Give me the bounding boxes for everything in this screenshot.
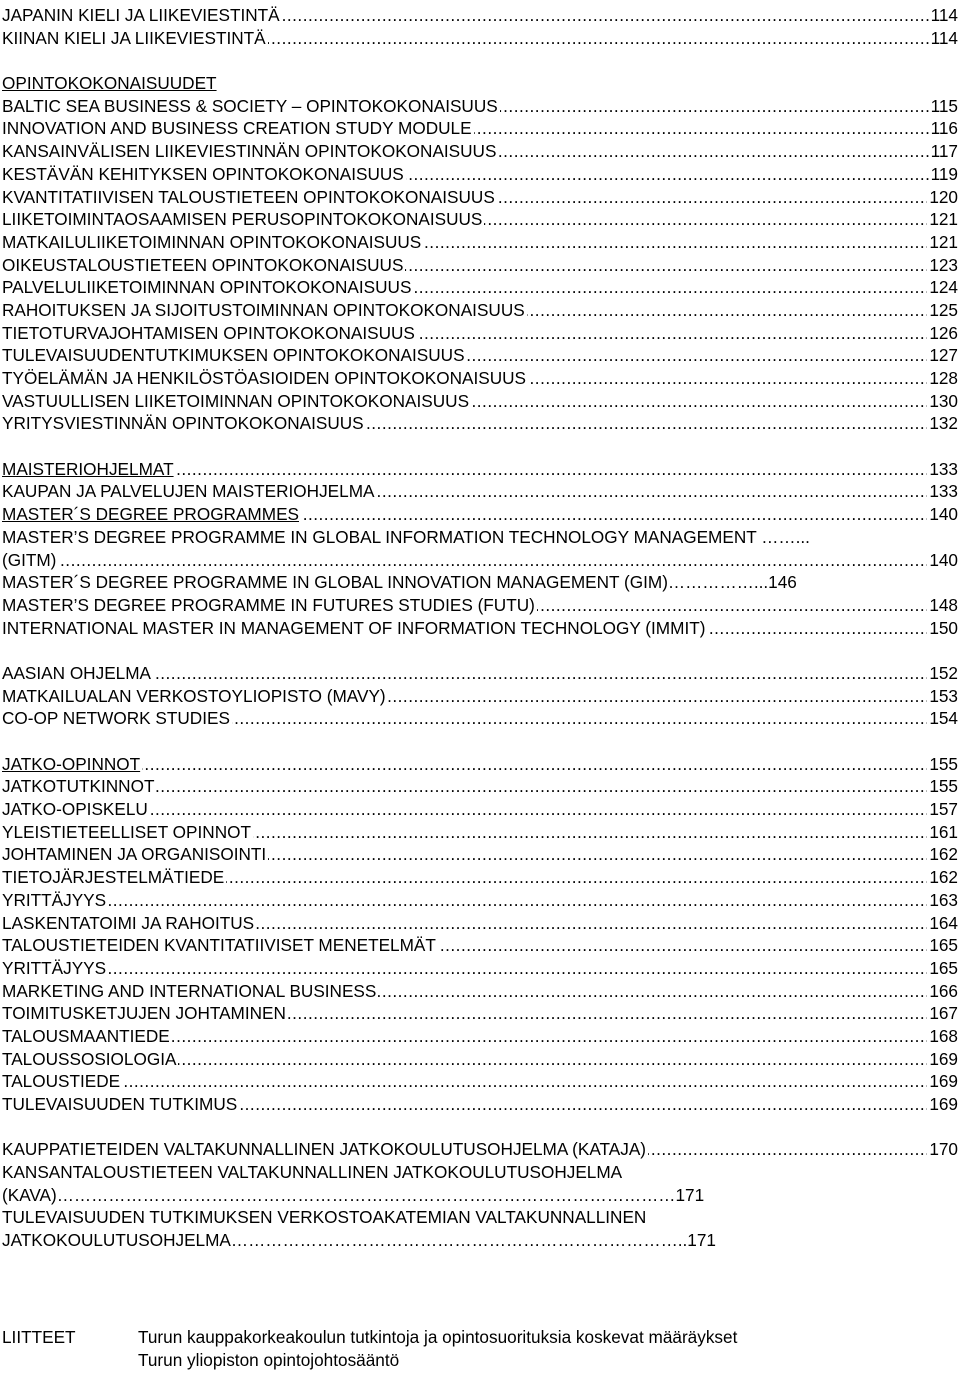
toc-entry[interactable] [2, 889, 958, 912]
toc-entry-title: INNOVATION AND BUSINESS CREATION STUDY MODULE [2, 118, 472, 139]
toc-entry-page: 130 [929, 390, 958, 411]
toc-entry[interactable] [2, 412, 958, 435]
toc-entry-page: 140 [929, 549, 958, 570]
toc-entry[interactable] [2, 980, 958, 1003]
toc-entry[interactable] [2, 526, 958, 549]
toc-entry[interactable] [2, 344, 958, 367]
toc-entry[interactable] [2, 1093, 958, 1116]
section-gap [2, 639, 958, 662]
toc-entry-page: 128 [929, 368, 958, 388]
toc-entry[interactable] [2, 1206, 958, 1229]
toc-entry-title: KIINAN KIELI JA LIIKEVIESTINTÄ [2, 27, 266, 48]
toc-entry-title: MATKAILUALAN VERKOSTOYLIOPISTO (MAVY) [2, 685, 386, 706]
toc-entry[interactable] [2, 594, 958, 617]
toc-entry-page: 150 [929, 617, 958, 638]
toc-entry[interactable] [2, 1138, 958, 1161]
toc-entry[interactable] [2, 503, 958, 526]
toc-entry[interactable] [2, 208, 958, 231]
toc-entry[interactable] [2, 1002, 958, 1025]
toc-entry-page: 170 [929, 1139, 958, 1160]
toc-entry-title: KVANTITATIIVISEN TALOUSTIETEEN OPINTOKOKONAISUUS [2, 186, 495, 207]
toc-entry[interactable] [2, 753, 958, 776]
toc-entry-page: 114 [930, 5, 958, 25]
appendix-item[interactable]: Turun kauppakorkeakoulun tutkintoja ja opintosuorituksia koskevat määräykset [138, 1327, 738, 1347]
section-gap [2, 49, 958, 72]
toc-entry-page: 169 [929, 1048, 958, 1069]
toc-entry[interactable] [2, 549, 958, 572]
toc-entry-title: YLEISTIETEELLISET OPINNOT [2, 821, 251, 842]
section-gap [2, 1116, 958, 1139]
toc-entry-title: TALOUSTIEDE [2, 1071, 121, 1092]
toc-entry-title: LASKENTATOIMI JA RAHOITUS [2, 912, 255, 933]
toc-entry[interactable] [2, 322, 958, 345]
toc-entry-title: AASIAN OHJELMA [2, 662, 151, 683]
toc-entry-page: 168 [929, 1025, 958, 1046]
toc-entry[interactable] [2, 957, 958, 980]
toc-entry[interactable] [2, 163, 958, 186]
toc-entry-title: YRITTÄJYYS [2, 889, 107, 910]
toc-entry-title: MASTER’S DEGREE PROGRAMME IN GLOBAL INFORMATION TECHNOLOGY MANAGEMENT ……... [2, 526, 810, 547]
toc-entry-title: TALOUSTIETEIDEN KVANTITATIIVISET MENETELMÄT [2, 935, 436, 956]
section-gap [2, 730, 958, 753]
toc-entry[interactable] [2, 775, 958, 798]
toc-entry-title: MASTER´S DEGREE PROGRAMMES [2, 504, 299, 525]
toc-entry-page: 169 [929, 1071, 958, 1092]
toc-entry[interactable] [2, 662, 958, 685]
toc-entry[interactable] [2, 140, 958, 163]
toc-entry-title: PALVELULIIKETOIMINNAN OPINTOKOKONAISUUS [2, 277, 412, 298]
toc-entry-page: 133 [929, 458, 958, 479]
toc-entry-title: (GITM) [2, 549, 57, 570]
toc-entry-title: TOIMITUSKETJUJEN JOHTAMINEN [2, 1003, 286, 1024]
toc-entry-title: JAPANIN KIELI JA LIIKEVIESTINTÄ [2, 5, 280, 25]
toc-entry-page: 166 [929, 980, 958, 1001]
toc-entry-page: 162 [929, 867, 958, 888]
appendix-item[interactable]: Turun yliopiston opintojohtosääntö [138, 1349, 400, 1370]
toc-entry-page: 157 [929, 799, 958, 820]
toc-entry-page: 120 [929, 186, 958, 207]
toc-entry-title: YRITYSVIESTINNÄN OPINTOKOKONAISUUS [2, 413, 364, 434]
toc-entry-page: 169 [929, 1094, 958, 1114]
toc-entry-title: TIETOJÄRJESTELMÄTIEDE [2, 867, 225, 888]
toc-entry-page: 115 [930, 95, 958, 116]
toc-entry[interactable] [2, 1048, 958, 1071]
toc-entry[interactable] [2, 186, 958, 209]
toc-entry-page: 154 [929, 708, 958, 729]
toc-entry[interactable] [2, 843, 958, 866]
toc-entry-page: 133 [929, 481, 958, 502]
toc-entry-page: 165 [929, 957, 958, 978]
toc-entry-title: YRITTÄJYYS [2, 957, 107, 978]
toc-entry-page: 119 [930, 163, 958, 184]
toc-entry-page: 167 [929, 1003, 958, 1024]
toc-entry[interactable] [2, 821, 958, 844]
toc-entry-title: (KAVA)………………………………………………………………………………………………171 [2, 1184, 705, 1205]
toc-entry-title: TALOUSMAANTIEDE [2, 1025, 170, 1046]
section-gap [2, 435, 958, 458]
toc-entry-title: JOHTAMINEN JA ORGANISOINTI [2, 844, 267, 865]
toc-entry-page: 164 [929, 912, 958, 933]
toc-entry-page: 124 [929, 277, 958, 298]
toc-entry[interactable] [2, 1161, 958, 1184]
toc-entry-title: TALOUSSOSIOLOGIA [2, 1048, 177, 1069]
toc-entry[interactable] [2, 685, 958, 708]
toc-entry-title: KANSAINVÄLISEN LIIKEVIESTINNÄN OPINTOKOKONAISUUS [2, 141, 497, 162]
toc-entry[interactable] [2, 912, 958, 935]
toc-entry-page: 121 [929, 209, 958, 230]
toc-entry[interactable] [2, 798, 958, 821]
toc-entry-page: 161 [929, 821, 958, 842]
toc-entry[interactable] [2, 231, 958, 254]
toc-entry[interactable] [2, 458, 958, 481]
toc-entry-page: 155 [929, 753, 958, 774]
toc-entry-title: KESTÄVÄN KEHITYKSEN OPINTOKOKONAISUUS [2, 163, 404, 184]
toc-entry[interactable] [2, 27, 958, 50]
toc-entry-title: OIKEUSTALOUSTIETEEN OPINTOKOKONAISUUS [2, 254, 404, 275]
toc-entry[interactable] [2, 4, 958, 27]
toc-entry[interactable] [2, 1025, 958, 1048]
appendix-list [138, 1326, 737, 1371]
appendix-label: LIITTEET [2, 1327, 76, 1347]
toc-entry-page: 121 [929, 231, 958, 252]
toc-entry-page: 140 [929, 504, 958, 525]
toc-entry[interactable] [2, 866, 958, 889]
toc-entry[interactable] [2, 1070, 958, 1093]
toc-entry-title: JATKOKOULUTUSOHJELMA……………………………………………………………………..171 [2, 1230, 716, 1251]
toc-entry-title: VASTUULLISEN LIIKETOIMINNAN OPINTOKOKONAISUUS [2, 390, 470, 411]
toc-entry[interactable] [2, 571, 958, 594]
toc-entry-title: MASTER´S DEGREE PROGRAMME IN GLOBAL INNOVATION MANAGEMENT (GIM)……………...146 [2, 572, 797, 593]
toc-entry-page: 152 [929, 662, 958, 683]
toc-entry-title: KAUPAN JA PALVELUJEN MAISTERIOHJELMA [2, 481, 375, 502]
toc-entry[interactable] [2, 276, 958, 299]
toc-entry-title: INTERNATIONAL MASTER IN MANAGEMENT OF INFORMATION TECHNOLOGY (IMMIT) [2, 617, 706, 638]
toc-entry-title: TYÖELÄMÄN JA HENKILÖSTÖASIOIDEN OPINTOKOKONAISUUS [2, 368, 527, 388]
toc-entry-page: 123 [929, 254, 958, 275]
toc-entry-page: 114 [930, 27, 958, 48]
toc-entry-title: JATKO-OPINNOT [2, 753, 141, 774]
toc-entry[interactable] [2, 117, 958, 140]
toc-entry-title: MAISTERIOHJELMAT [2, 458, 174, 479]
toc-entry[interactable] [2, 299, 958, 322]
toc-entry-title: RAHOITUKSEN JA SIJOITUSTOIMINNAN OPINTOKOKONAISUUS [2, 299, 525, 320]
toc-entry-title: TULEVAISUUDENTUTKIMUKSEN OPINTOKOKONAISUUS [2, 345, 465, 366]
toc-entry-title: CO-OP NETWORK STUDIES [2, 708, 230, 729]
toc-entry-title: TIETOTURVAJOHTAMISEN OPINTOKOKONAISUUS [2, 322, 415, 343]
toc-entry-title: JATKO-OPISKELU [2, 799, 148, 820]
toc-entry-page: 155 [929, 776, 958, 797]
toc-entry[interactable] [2, 72, 958, 95]
toc-entry-title: OPINTOKOKONAISUUDET [2, 73, 217, 94]
toc-entry-page: 153 [929, 685, 958, 706]
toc-entry-page: 148 [929, 594, 958, 615]
toc-entry[interactable] [2, 390, 958, 413]
toc-entry-title: LIIKETOIMINTAOSAAMISEN PERUSOPINTOKOKONAISUUS [2, 209, 483, 230]
table-of-contents [2, 4, 958, 1252]
toc-entry[interactable] [2, 254, 958, 277]
toc-entry[interactable] [2, 480, 958, 503]
toc-entry-title: KAUPPATIETEIDEN VALTAKUNNALLINEN JATKOKOULUTUSOHJELMA (KATAJA) [2, 1139, 647, 1160]
toc-entry-page: 165 [929, 935, 958, 956]
toc-entry[interactable] [2, 95, 958, 118]
toc-entry-page: 162 [929, 844, 958, 865]
toc-entry-title: JATKOTUTKINNOT [2, 776, 155, 797]
toc-entry-title: MATKAILULIIKETOIMINNAN OPINTOKOKONAISUUS [2, 231, 422, 252]
toc-entry-title: MASTER’S DEGREE PROGRAMME IN FUTURES STUDIES (FUTU) [2, 594, 535, 615]
toc-entry[interactable] [2, 1184, 958, 1207]
toc-entry-page: 125 [929, 299, 958, 320]
toc-entry-title: TULEVAISUUDEN TUTKIMUKSEN VERKOSTOAKATEMIAN VALTAKUNNALLINEN [2, 1207, 647, 1228]
toc-entry-title: MARKETING AND INTERNATIONAL BUSINESS [2, 980, 377, 1001]
toc-entry[interactable] [2, 617, 958, 640]
toc-entry-page: 116 [930, 118, 958, 139]
toc-entry-title: BALTIC SEA BUSINESS & SOCIETY – OPINTOKOKONAISUUS [2, 95, 498, 116]
toc-entry-page: 117 [930, 141, 958, 162]
toc-entry-title: TULEVAISUUDEN TUTKIMUS [2, 1094, 238, 1114]
toc-entry[interactable] [2, 1229, 958, 1252]
toc-entry-title: KANSANTALOUSTIETEEN VALTAKUNNALLINEN JATKOKOULUTUSOHJELMA [2, 1162, 623, 1183]
toc-entry-page: 132 [929, 413, 958, 434]
toc-entry[interactable] [2, 367, 958, 390]
toc-entry[interactable] [2, 934, 958, 957]
toc-entry-page: 126 [929, 322, 958, 343]
toc-entry-page: 163 [929, 889, 958, 910]
toc-entry[interactable] [2, 707, 958, 730]
toc-entry-page: 127 [929, 345, 958, 366]
